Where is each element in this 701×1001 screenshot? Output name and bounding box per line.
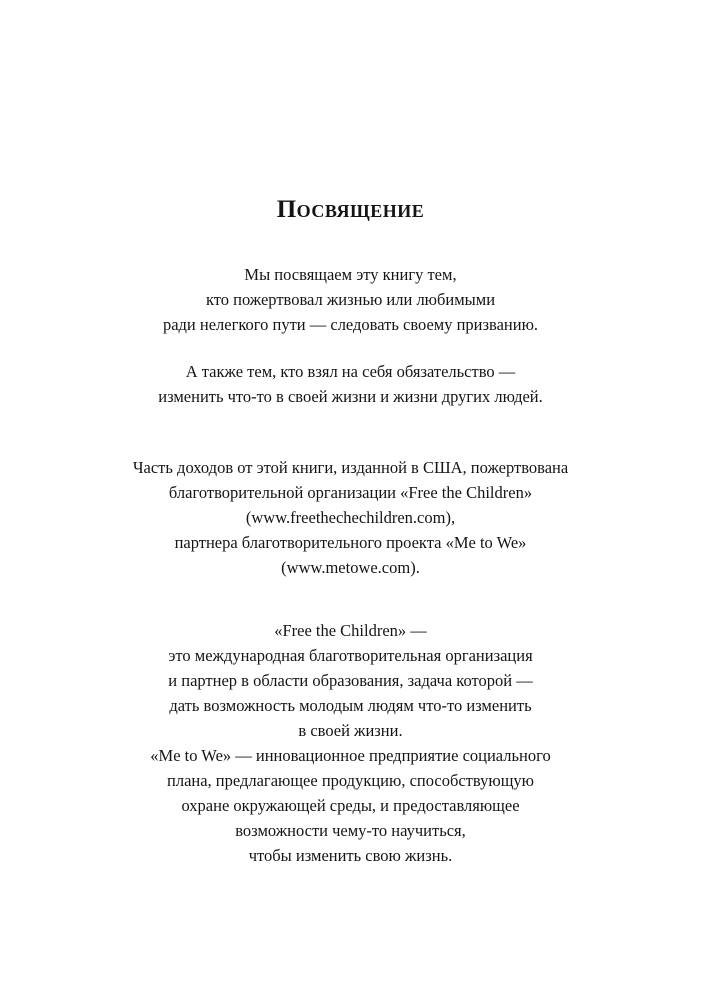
text-line: и партнер в области образования, задача которой — bbox=[168, 671, 533, 690]
spacer bbox=[60, 580, 641, 618]
text-line: возможности чему-то научиться, bbox=[235, 821, 466, 840]
text-line: А также тем, кто взял на себя обязательство — bbox=[185, 362, 516, 381]
spacer bbox=[60, 337, 641, 359]
text-line: Мы посвящаем эту книгу тем, bbox=[244, 265, 457, 284]
text-line: изменить что-то в своей жизни и жизни других людей. bbox=[158, 387, 543, 406]
text-line: «Free the Children» — bbox=[274, 621, 427, 640]
text-line: Часть доходов от этой книги, изданной в США, пожертвована bbox=[132, 458, 569, 477]
text-line: чтобы изменить свою жизнь. bbox=[248, 846, 453, 865]
text-line: (www.metowe.com). bbox=[281, 558, 420, 577]
text-line: ради нелегкого пути — следовать своему призванию. bbox=[162, 315, 539, 334]
text-line: плана, предлагающее продукцию, способствующую bbox=[167, 771, 534, 790]
dedication-stanza-1 bbox=[60, 262, 641, 337]
text-line: «Me to We» — инновационное предприятие социального bbox=[150, 746, 551, 765]
text-line: охране окружающей среды, и предоставляющее bbox=[181, 796, 520, 815]
text-line: благотворительной организации «Free the Children» bbox=[168, 483, 533, 502]
text-line: партнера благотворительного проекта «Me to We» bbox=[174, 533, 527, 552]
dedication-stanza-5 bbox=[60, 743, 641, 868]
text-line: кто пожертвовал жизнью или любимыми bbox=[205, 290, 496, 309]
spacer bbox=[60, 224, 641, 262]
spacer bbox=[60, 409, 641, 455]
text-line: (www.freethechechildren.com), bbox=[245, 508, 456, 527]
text-line: в своей жизни. bbox=[298, 721, 403, 740]
dedication-stanza-3 bbox=[60, 455, 641, 580]
page-title: Посвящение bbox=[276, 196, 425, 223]
text-line: дать возможность молодым людям что-то изменить bbox=[169, 696, 532, 715]
text-line: это международная благотворительная организация bbox=[168, 646, 533, 665]
dedication-stanza-2 bbox=[60, 359, 641, 409]
dedication-stanza-4 bbox=[60, 618, 641, 743]
